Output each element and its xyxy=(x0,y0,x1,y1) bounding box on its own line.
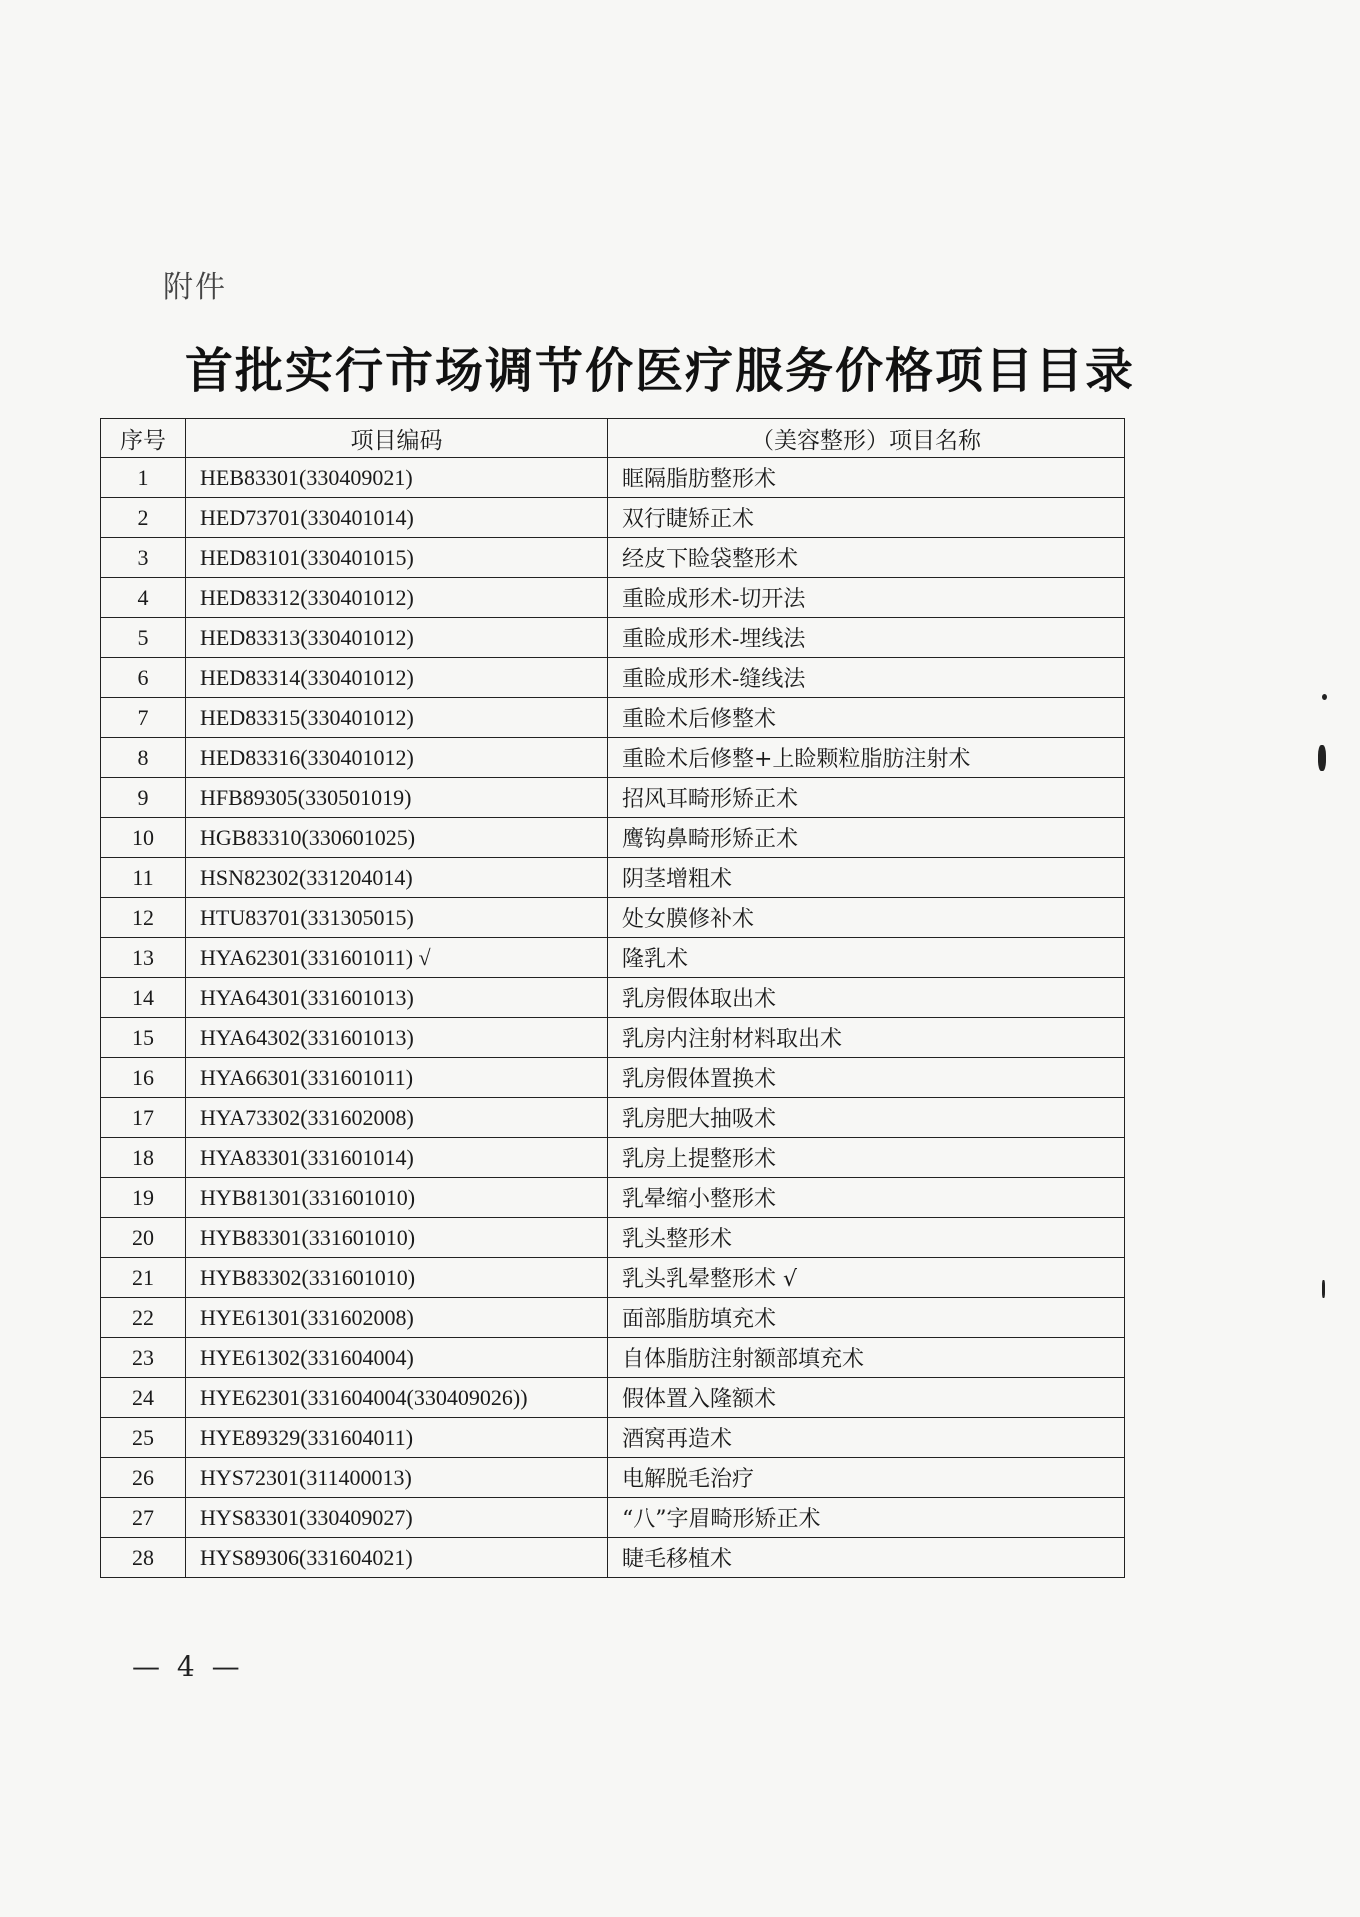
table-row xyxy=(101,698,1125,738)
row-code-cell: HYA73302(331602008) xyxy=(186,1098,608,1138)
row-index-cell: 7 xyxy=(101,698,186,738)
row-code-cell: HED83101(330401015) xyxy=(186,538,608,578)
table-row xyxy=(101,1338,1125,1378)
table-row xyxy=(101,458,1125,498)
row-code-cell: HYE62301(331604004(330409026)) xyxy=(186,1378,608,1418)
row-index-cell: 21 xyxy=(101,1258,186,1298)
table-row xyxy=(101,1178,1125,1218)
row-name-cell: 电解脱毛治疗 xyxy=(608,1458,1125,1498)
row-name-cell: 乳房假体置换术 xyxy=(608,1058,1125,1098)
row-index-cell: 18 xyxy=(101,1138,186,1178)
row-name-cell: 阴茎增粗术 xyxy=(608,858,1125,898)
attachment-label: 附件 xyxy=(163,270,227,305)
row-name-cell: 乳房假体取出术 xyxy=(608,978,1125,1018)
row-code-cell: HYA66301(331601011) xyxy=(186,1058,608,1098)
scan-speck xyxy=(1322,1280,1325,1298)
row-code-cell: HFB89305(330501019) xyxy=(186,778,608,818)
row-index-cell: 2 xyxy=(101,498,186,538)
table-row xyxy=(101,498,1125,538)
row-index-cell: 1 xyxy=(101,458,186,498)
row-code-cell: HYB83302(331601010) xyxy=(186,1258,608,1298)
table-row xyxy=(101,1258,1125,1298)
row-index-cell: 9 xyxy=(101,778,186,818)
row-code-cell: HTU83701(331305015) xyxy=(186,898,608,938)
row-name-cell: 自体脂肪注射额部填充术 xyxy=(608,1338,1125,1378)
row-name-cell: “八”字眉畸形矫正术 xyxy=(608,1498,1125,1538)
row-index-cell: 15 xyxy=(101,1018,186,1058)
row-code-cell: HYB83301(331601010) xyxy=(186,1218,608,1258)
row-code-cell: HED73701(330401014) xyxy=(186,498,608,538)
table-row xyxy=(101,858,1125,898)
row-index-cell: 28 xyxy=(101,1538,186,1578)
row-code-cell: HSN82302(331204014) xyxy=(186,858,608,898)
row-code-cell: HYA83301(331601014) xyxy=(186,1138,608,1178)
row-code-cell: HED83315(330401012) xyxy=(186,698,608,738)
page-title: 首批实行市场调节价医疗服务价格项目目录 xyxy=(185,343,1136,399)
table-header-row xyxy=(101,419,1125,458)
row-name-cell: 乳头整形术 xyxy=(608,1218,1125,1258)
row-name-cell: 乳房上提整形术 xyxy=(608,1138,1125,1178)
table-row xyxy=(101,1378,1125,1418)
row-code-cell: HYA62301(331601011) √ xyxy=(186,938,608,978)
price-item-table xyxy=(100,418,1125,1578)
row-name-cell: 假体置入隆额术 xyxy=(608,1378,1125,1418)
row-index-cell: 25 xyxy=(101,1418,186,1458)
row-name-cell: 隆乳术 xyxy=(608,938,1125,978)
scan-speck xyxy=(1322,694,1327,700)
table-row xyxy=(101,1298,1125,1338)
row-code-cell: HED83314(330401012) xyxy=(186,658,608,698)
row-name-cell: 乳晕缩小整形术 xyxy=(608,1178,1125,1218)
row-index-cell: 24 xyxy=(101,1378,186,1418)
row-index-cell: 6 xyxy=(101,658,186,698)
table-row xyxy=(101,1498,1125,1538)
row-name-cell: 处女膜修补术 xyxy=(608,898,1125,938)
row-index-cell: 12 xyxy=(101,898,186,938)
row-index-cell: 3 xyxy=(101,538,186,578)
row-name-cell: 经皮下睑袋整形术 xyxy=(608,538,1125,578)
row-code-cell: HED83316(330401012) xyxy=(186,738,608,778)
row-index-cell: 4 xyxy=(101,578,186,618)
row-name-cell: 眶隔脂肪整形术 xyxy=(608,458,1125,498)
row-code-cell: HYE89329(331604011) xyxy=(186,1418,608,1458)
row-name-cell: 重睑成形术-缝线法 xyxy=(608,658,1125,698)
table-row xyxy=(101,658,1125,698)
table-row xyxy=(101,1538,1125,1578)
row-code-cell: HEB83301(330409021) xyxy=(186,458,608,498)
row-name-cell: 酒窝再造术 xyxy=(608,1418,1125,1458)
row-name-cell: 鹰钩鼻畸形矫正术 xyxy=(608,818,1125,858)
row-index-cell: 11 xyxy=(101,858,186,898)
row-index-cell: 14 xyxy=(101,978,186,1018)
table-row xyxy=(101,1218,1125,1258)
row-index-cell: 26 xyxy=(101,1458,186,1498)
row-index-cell: 8 xyxy=(101,738,186,778)
header-code: 项目编码 xyxy=(186,419,608,458)
table-row xyxy=(101,1018,1125,1058)
row-index-cell: 19 xyxy=(101,1178,186,1218)
row-name-cell: 乳房肥大抽吸术 xyxy=(608,1098,1125,1138)
table-row xyxy=(101,978,1125,1018)
table-row xyxy=(101,738,1125,778)
table-row xyxy=(101,938,1125,978)
scan-speck xyxy=(1318,745,1326,771)
row-name-cell: 重睑成形术-埋线法 xyxy=(608,618,1125,658)
row-code-cell: HYS89306(331604021) xyxy=(186,1538,608,1578)
row-code-cell: HYS83301(330409027) xyxy=(186,1498,608,1538)
table-row xyxy=(101,1058,1125,1098)
row-code-cell: HED83312(330401012) xyxy=(186,578,608,618)
row-code-cell: HYE61302(331604004) xyxy=(186,1338,608,1378)
table-row xyxy=(101,898,1125,938)
row-code-cell: HYB81301(331601010) xyxy=(186,1178,608,1218)
row-name-cell: 睫毛移植术 xyxy=(608,1538,1125,1578)
page-number: — 4 — xyxy=(132,1650,244,1683)
row-name-cell: 重睑成形术-切开法 xyxy=(608,578,1125,618)
table-row xyxy=(101,778,1125,818)
row-name-cell: 重睑术后修整术 xyxy=(608,698,1125,738)
row-index-cell: 17 xyxy=(101,1098,186,1138)
header-index: 序号 xyxy=(101,419,186,458)
row-index-cell: 20 xyxy=(101,1218,186,1258)
row-name-cell: 乳房内注射材料取出术 xyxy=(608,1018,1125,1058)
row-name-cell: 面部脂肪填充术 xyxy=(608,1298,1125,1338)
row-code-cell: HYA64301(331601013) xyxy=(186,978,608,1018)
header-name: （美容整形）项目名称 xyxy=(608,419,1125,458)
row-index-cell: 23 xyxy=(101,1338,186,1378)
row-name-cell: 招风耳畸形矫正术 xyxy=(608,778,1125,818)
table-row xyxy=(101,1418,1125,1458)
row-index-cell: 22 xyxy=(101,1298,186,1338)
row-name-cell: 双行睫矫正术 xyxy=(608,498,1125,538)
row-code-cell: HED83313(330401012) xyxy=(186,618,608,658)
row-code-cell: HYS72301(311400013) xyxy=(186,1458,608,1498)
row-index-cell: 10 xyxy=(101,818,186,858)
table-row xyxy=(101,1098,1125,1138)
table-row xyxy=(101,538,1125,578)
row-code-cell: HYA64302(331601013) xyxy=(186,1018,608,1058)
table-row xyxy=(101,1458,1125,1498)
table-row xyxy=(101,618,1125,658)
row-index-cell: 13 xyxy=(101,938,186,978)
table-row xyxy=(101,578,1125,618)
row-name-cell: 乳头乳晕整形术 √ xyxy=(608,1258,1125,1298)
row-index-cell: 16 xyxy=(101,1058,186,1098)
row-index-cell: 27 xyxy=(101,1498,186,1538)
row-code-cell: HGB83310(330601025) xyxy=(186,818,608,858)
table-row xyxy=(101,818,1125,858)
row-code-cell: HYE61301(331602008) xyxy=(186,1298,608,1338)
row-name-cell: 重睑术后修整+上睑颗粒脂肪注射术 xyxy=(608,738,1125,778)
row-index-cell: 5 xyxy=(101,618,186,658)
table-row xyxy=(101,1138,1125,1178)
table-body xyxy=(101,458,1125,1578)
